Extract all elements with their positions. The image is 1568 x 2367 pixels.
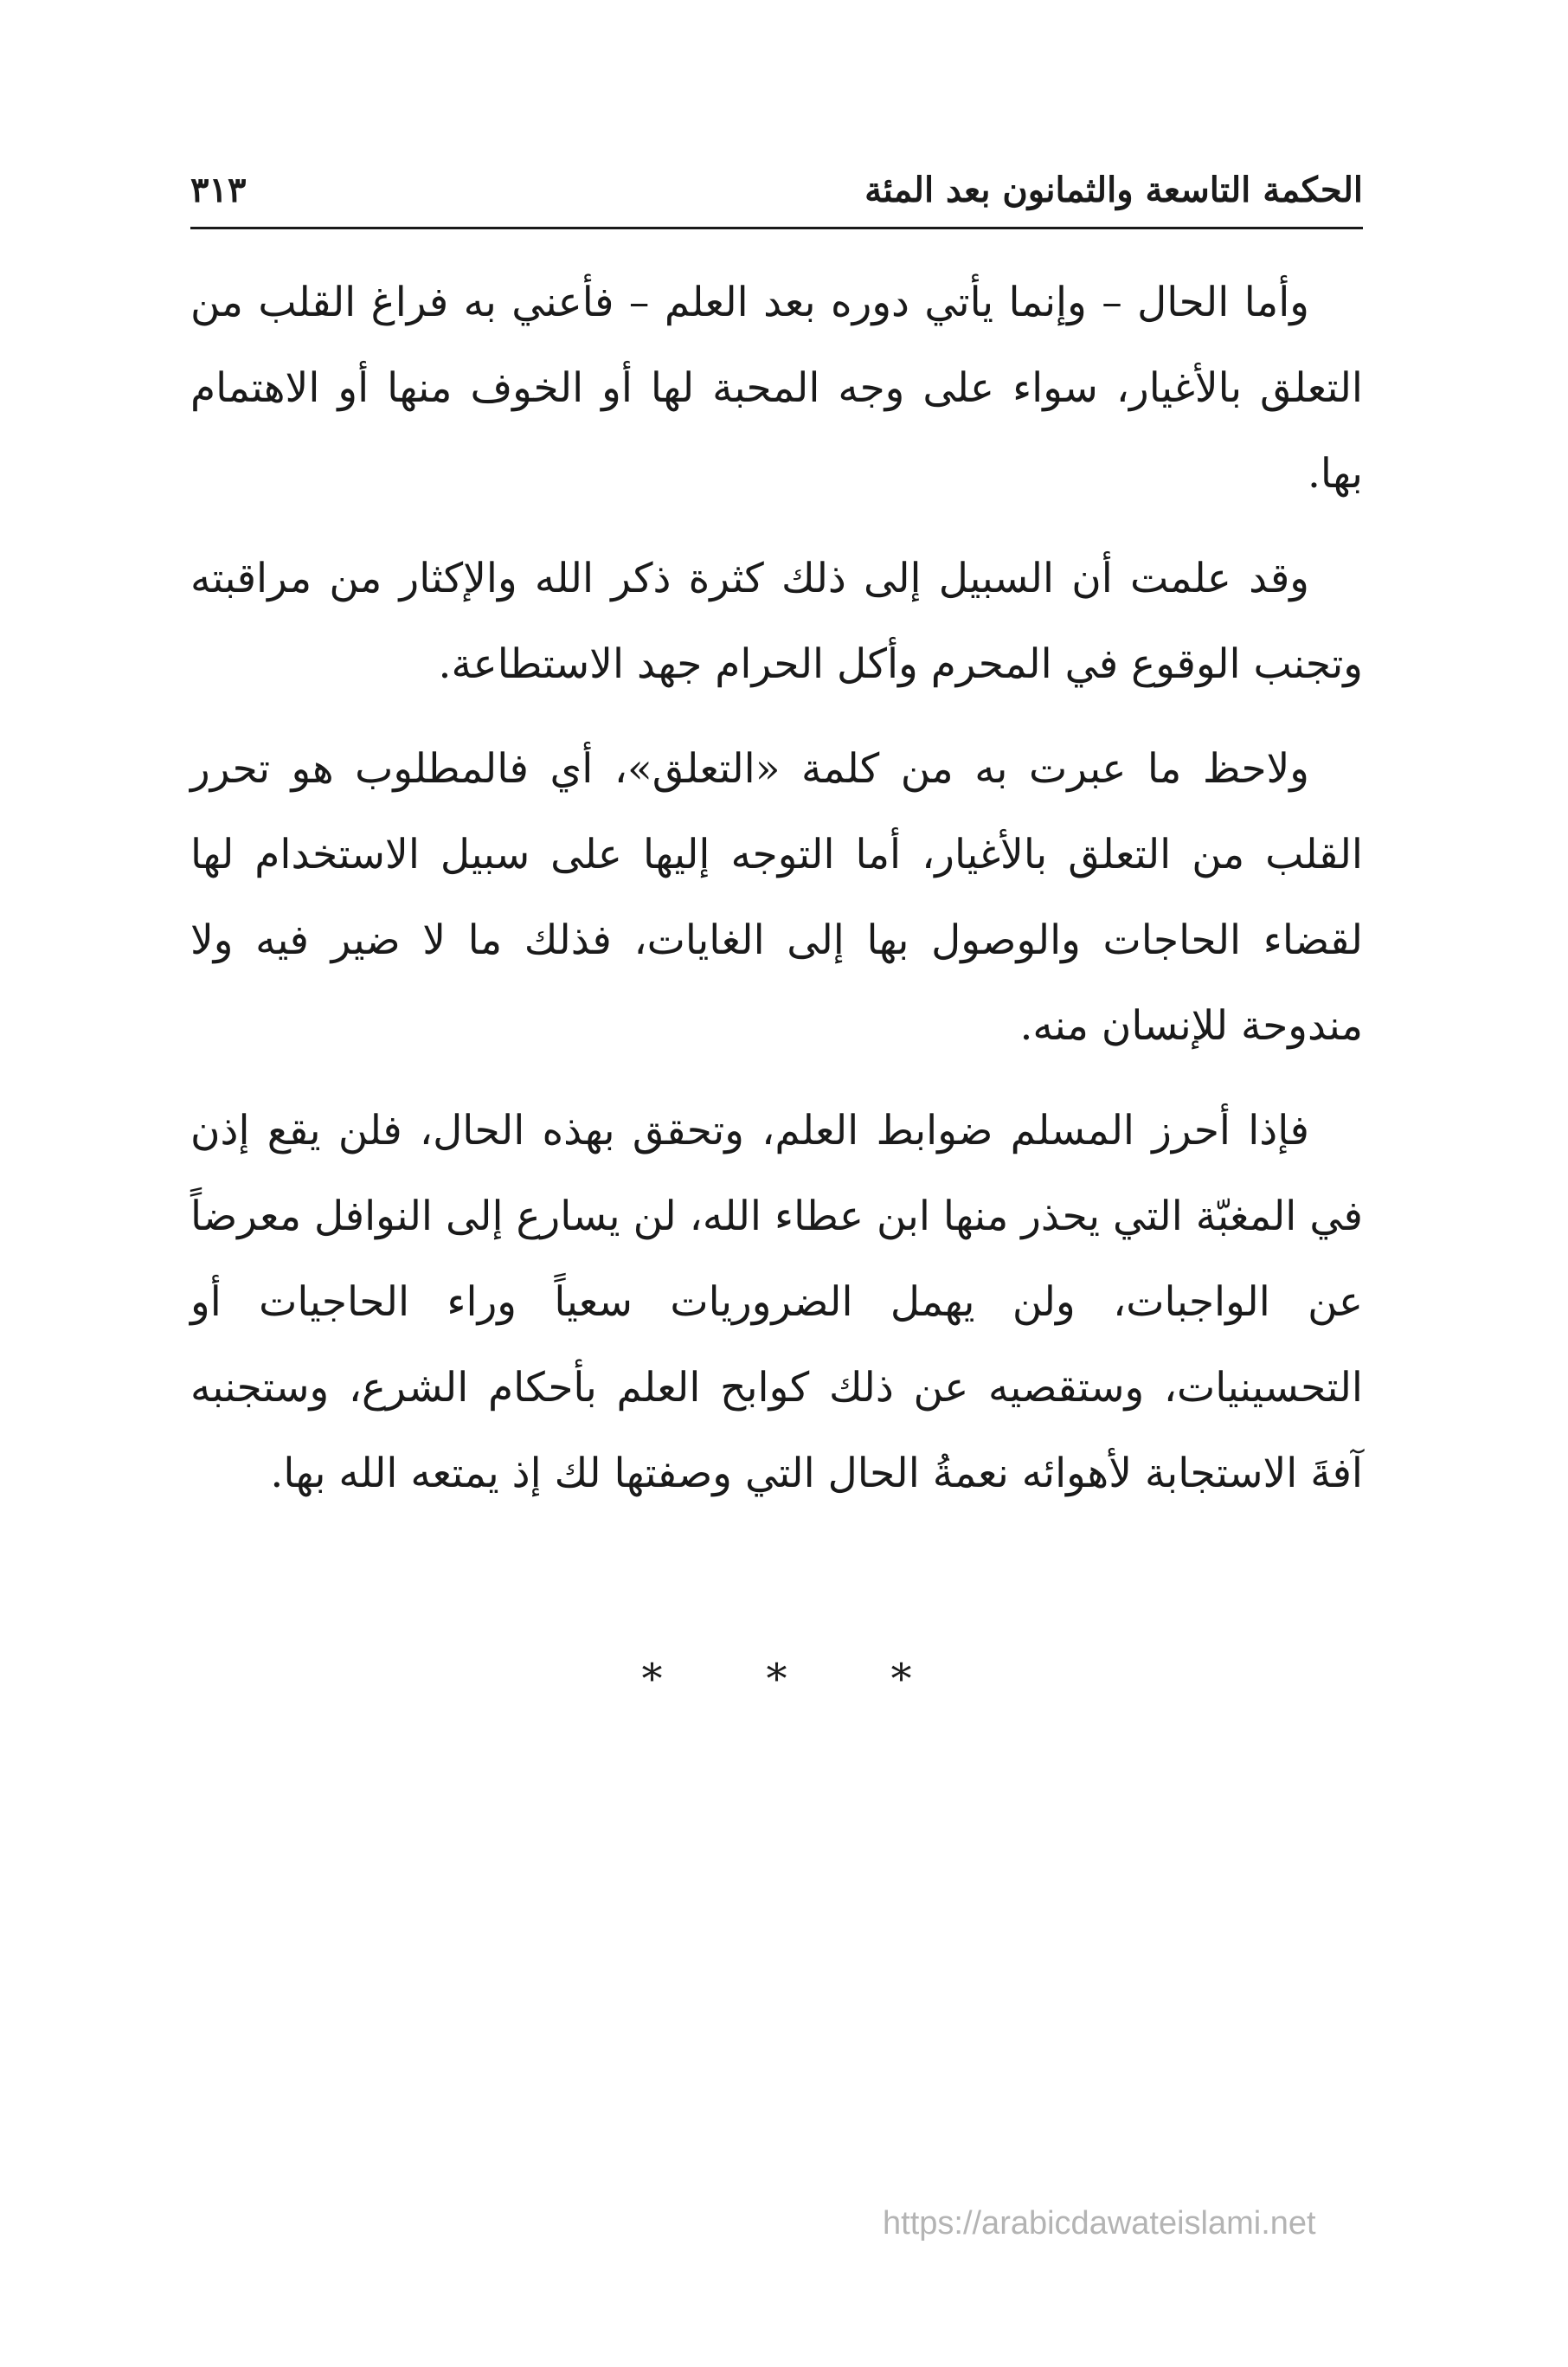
header-divider: [190, 227, 1363, 229]
body-text: [190, 260, 1363, 1535]
section-divider-ornament: [190, 1649, 1363, 1709]
paragraph: ولاحظ ما عبرت به من كلمة «التعلق»، أي فالمطلوب هو تحرر القلب من التعلق بالأغيار، أما التوجه إليها على سبيل الاستخدام لها لقضاء الحاجات والوصول بها إلى الغايات، فذلك ما لا ضير فيه ولا مندوحة للإنسان منه.: [190, 745, 1363, 1050]
paragraph: فإذا أحرز المسلم ضوابط العلم، وتحقق بهذه الحال، فلن يقع إذن في المغبّة التي يحذر منها ابن عطاء الله، لن يسارع إلى النوافل معرضاً عن الواجبات، ولن يهمل الضروريات سعياً وراء الحاجيات أو التحسينيات، وستقصيه عن ذلك كوابح العلم بأحكام الشرع، وستجنبه آفةَ الاستجابة لأهوائه نعمةُ الحال التي وصفتها لك إذ يمتعه الله بها.: [190, 1107, 1363, 1497]
running-header: [190, 163, 1363, 223]
paragraph: وأما الحال – وإنما يأتي دوره بعد العلم – فأعني به فراغ القلب من التعلق بالأغيار، سواء على وجه المحبة لها أو الخوف منها أو الاهتمام بها.: [190, 279, 1363, 498]
asterisk-ornament-icon: *: [641, 1655, 663, 1703]
asterisk-ornament-icon: *: [766, 1655, 787, 1703]
page-number: ٣١٣: [190, 170, 247, 210]
chapter-title: الحكمة التاسعة والثمانون بعد المئة: [864, 170, 1363, 210]
paragraph: وقد علمت أن السبيل إلى ذلك كثرة ذكر الله والإكثار من مراقبته وتجنب الوقوع في المحرم وأكل الحرام جهد الاستطاعة.: [190, 555, 1363, 688]
asterisk-ornament-icon: *: [890, 1655, 912, 1703]
watermark-url: https://arabicdawateislami.net: [883, 2205, 1316, 2242]
